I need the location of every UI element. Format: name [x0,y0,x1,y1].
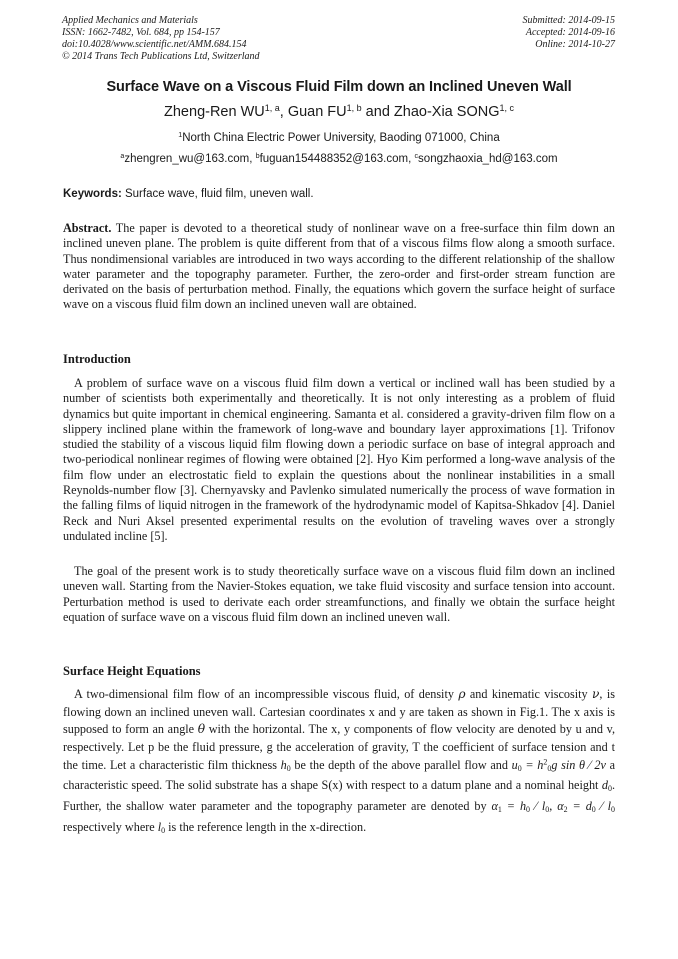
math-sup: 2 [543,757,548,767]
text-run: and kinematic viscosity [465,687,592,701]
math-op: = [521,757,538,772]
film-thickness-symbol [281,758,291,772]
math-base: h [519,799,527,814]
section-heading-surface-height: Surface Height Equations [63,664,201,678]
text-run: a characteristic speed. The solid substrate has a shape S(x) with respect to a datum plane and a nominal height [63,757,615,793]
text-run: A two-dimensional film flow of an incompressible viscous fluid, of density [74,687,459,701]
doi-line: doi:10.4028/www.scientific.net/AMM.684.154 [62,39,247,50]
author-separator: , [279,104,288,120]
online-date: Online: 2014-10-27 [535,39,615,50]
math-base: h [280,757,287,772]
reference-length-symbol [158,820,165,834]
math-sub: 0 [607,784,612,794]
math-sub: 0 [545,805,550,815]
math-sub: 1 [497,805,502,815]
affiliation [0,132,678,144]
email-address: zhengren_wu@163.com, [124,153,256,165]
text-run: be the depth of the above parallel flow and [290,757,512,772]
math-base: d [585,799,592,814]
text-run: , is flowing down an inclined uneven wall. Cartesian coordinates x and y are taken as shown in Fig.1. The x axis is supposed to form an angle [63,687,615,737]
math-rest: g sin θ ⁄ 2ν [551,757,606,772]
keywords-text: Surface wave, fluid film, uneven wall. [121,188,314,200]
shallow-water-parameter-equation [491,799,549,813]
journal-info [62,15,260,63]
math-base: h [537,757,544,772]
math-base: l [607,799,612,814]
issn-line: ISSN: 1662-7482, Vol. 684, pp 154-157 [62,27,220,38]
math-sub: 0 [611,805,615,815]
introduction-paragraph-1: A problem of surface wave on a viscous fluid film down a vertical or inclined wall has been studied by a number of scientists both experimentally and theoretically. It is not only interesting as a problem of fluid dynamics but quite important in chemical engineering. Samanta et al. considered a gravity-driven film flow on a slippery inclined plane within the framework of long-wave and boundary layer approximations [1]. Trifonov studied the stability of a viscous liquid film flowing down a periodic surface on base of integral approach and two-periodical nonlinear regimes of flowing were obtained [2]. Hyo Kim performed a long-wave analysis of the film flow under an electrostatic field to explain the questions about the nonlinear instabilities in a small Reynolds-number flow [3]. Chernyavsky and Pavlenko simulated numerically the process of wave formation in the falling films of liquid nitrogen in the framework of the hydrodynamic model of Kapitsa-Shkadov [4]. Daniel Reck and Nuri Aksel presented experimental results on the evolution of traveling waves over a strongly undulated incline [5]. [63,376,615,543]
publication-dates [523,15,616,51]
math-sub: 0 [547,763,552,773]
math-op: = [567,799,586,814]
topography-parameter-equation [557,799,615,813]
math-base: l [157,819,162,834]
email-mark: b [255,152,260,161]
math-sub: 0 [591,805,596,815]
copyright-line: © 2014 Trans Tech Publications Ltd, Switzerland [62,51,260,62]
nominal-height-symbol [602,778,612,792]
math-base: d [601,778,608,793]
text-run: is the reference length in the x-direction. [165,819,367,834]
math-sub: 0 [161,825,166,835]
author-affil-mark: 1, a [264,103,280,114]
surface-height-paragraph [63,686,615,840]
math-op: ⁄ [595,799,608,814]
submitted-date: Submitted: 2014-09-15 [522,15,615,26]
keywords [63,188,615,200]
paper-title: Surface Wave on a Viscous Fluid Film down an Inclined Uneven Wall [106,79,572,95]
author-affil-mark: 1, c [499,103,514,114]
text-run: . Further, the shallow water parameter and the topography parameter are denoted by [63,778,615,814]
text-run: with the horizontal. The x, y components of flow velocity are denoted by u and v, respectively. Let p be the fluid pressure, g the acceleration of gravity, T the coefficient of surface tension and t the time. Let a characteristic film thickness [63,722,615,772]
viscosity-symbol: ν [592,687,600,701]
email-address: songzhaoxia_hd@163.com [418,153,558,165]
text-run: respectively where [63,819,158,834]
math-base: α [557,799,564,814]
math-op: = [501,799,520,814]
email-mark: a [120,152,125,161]
angle-symbol: θ [197,722,206,737]
author-name: Zhao-Xia SONG [393,104,500,120]
math-base: α [491,799,498,814]
math-sub: 2 [563,805,568,815]
math-op: ⁄ [530,799,542,814]
affiliation-mark: 1 [178,131,183,140]
text-run: , [549,799,558,814]
math-base: u [511,757,518,772]
math-sub: 0 [526,805,530,815]
abstract [63,221,615,313]
math-sub: 0 [286,763,291,773]
author-name: Zheng-Ren WU [164,104,265,120]
journal-name: Applied Mechanics and Materials [62,15,198,26]
author-separator: and [361,104,394,120]
author-list [0,104,678,120]
accepted-date: Accepted: 2014-09-16 [525,27,615,38]
density-symbol: ρ [458,687,466,701]
email-address: fuguan154488352@163.com, [259,153,415,165]
author-name: Guan FU [287,104,347,120]
author-emails [0,153,678,165]
characteristic-speed-equation [512,758,606,772]
email-mark: c [414,152,419,161]
introduction-paragraph-2: The goal of the present work is to study theoretically surface wave on a viscous fluid film down an inclined uneven wall. Starting from the Navier-Stokes equation, we take fluid viscosity and surface tension into account. Perturbation method is used to derivate each order streamfunctions, and finally we obtain the surface height equation of surface wave on a viscous fluid film down an inclined uneven wall. [63,564,615,624]
section-heading-introduction: Introduction [63,352,131,366]
keywords-label: Keywords: [63,188,122,200]
math-base: l [541,799,546,814]
affiliation-text: North China Electric Power University, Baoding 071000, China [182,132,500,144]
abstract-text: The paper is devoted to a theoretical study of nonlinear wave on a free-surface thin film down an inclined uneven plane. The problem is quite different from that of a viscous films flow along a smooth surface. Thus nondimensional variables are introduced in two ways according to the different relationship of the shallow water parameter and the topography parameter. Further, the zero-order and first-order stream function are derivated on the basis of perturbation method. Finally, the equations which govern the surface height of surface wave on a viscous fluid film down an inclined uneven wall are obtained. [63,221,615,312]
author-affil-mark: 1, b [346,103,362,114]
math-sub: 0 [517,763,522,773]
abstract-label: Abstract. [63,221,112,235]
